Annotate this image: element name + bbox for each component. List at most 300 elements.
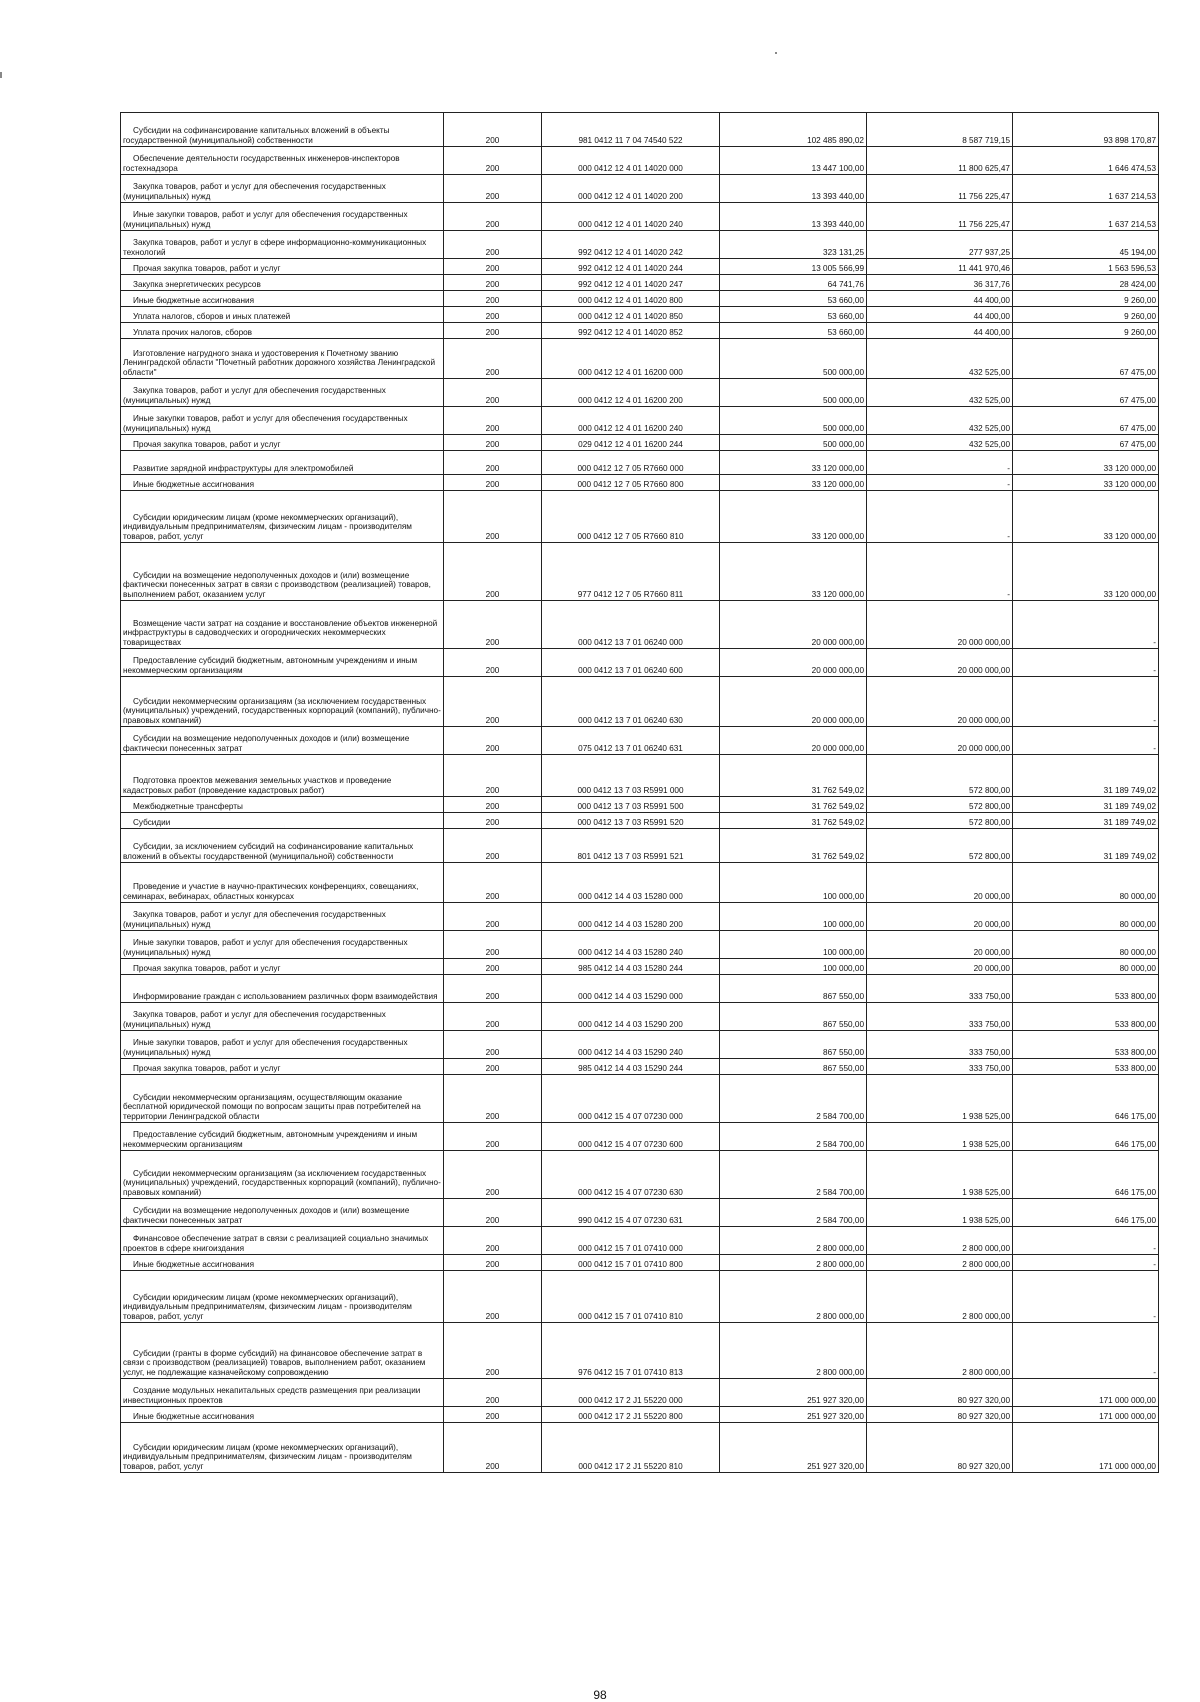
cell-name xyxy=(121,113,444,147)
cell-line: 200 xyxy=(444,931,542,959)
cell-code: 976 0412 15 7 01 07410 813 xyxy=(542,1323,720,1379)
table-row xyxy=(121,1255,1159,1271)
row-name-text: Закупка товаров, работ и услуг для обеспечения государственных (муниципальных) нужд xyxy=(123,910,386,929)
cell-line: 200 xyxy=(444,1123,542,1151)
cell-approved: 31 762 549,02 xyxy=(720,813,867,829)
table-row xyxy=(121,1227,1159,1255)
row-name-text: Закупка товаров, работ и услуг в сфере информационно-коммуникационных технологий xyxy=(123,238,427,257)
row-name-text: Иные бюджетные ассигнования xyxy=(133,479,255,489)
cell-code: 000 0412 15 7 01 07410 800 xyxy=(542,1255,720,1271)
table-row xyxy=(121,959,1159,975)
cell-remaining: 80 000,00 xyxy=(1013,863,1159,903)
table-row xyxy=(121,601,1159,649)
cell-code: 977 0412 12 7 05 R7660 811 xyxy=(542,543,720,601)
cell-name xyxy=(121,931,444,959)
cell-code: 992 0412 12 4 01 14020 247 xyxy=(542,275,720,291)
cell-remaining: - xyxy=(1013,649,1159,677)
cell-line: 200 xyxy=(444,975,542,1003)
cell-line: 200 xyxy=(444,1003,542,1031)
cell-code: 000 0412 13 7 01 06240 000 xyxy=(542,601,720,649)
row-name-text: Субсидии xyxy=(133,817,171,827)
cell-line: 200 xyxy=(444,1227,542,1255)
cell-executed: 11 756 225,47 xyxy=(867,175,1013,203)
table-row xyxy=(121,1075,1159,1123)
table-row xyxy=(121,175,1159,203)
cell-remaining: - xyxy=(1013,1255,1159,1271)
cell-code: 000 0412 15 4 07 07230 000 xyxy=(542,1075,720,1123)
cell-name xyxy=(121,1227,444,1255)
cell-executed: 333 750,00 xyxy=(867,1003,1013,1031)
cell-executed: 572 800,00 xyxy=(867,813,1013,829)
cell-name xyxy=(121,1271,444,1323)
scan-speck xyxy=(0,72,2,78)
cell-code: 000 0412 14 4 03 15280 000 xyxy=(542,863,720,903)
table-row xyxy=(121,1379,1159,1407)
cell-code: 000 0412 17 2 J1 55220 810 xyxy=(542,1423,720,1473)
cell-code: 000 0412 12 4 01 16200 000 xyxy=(542,339,720,379)
cell-code: 000 0412 13 7 03 R5991 000 xyxy=(542,755,720,797)
cell-executed: 20 000 000,00 xyxy=(867,677,1013,727)
cell-executed: 11 800 625,47 xyxy=(867,147,1013,175)
cell-approved: 31 762 549,02 xyxy=(720,829,867,863)
cell-approved: 251 927 320,00 xyxy=(720,1379,867,1407)
cell-code: 000 0412 17 2 J1 55220 000 xyxy=(542,1379,720,1407)
cell-remaining: 9 260,00 xyxy=(1013,291,1159,307)
row-name-text: Субсидии на софинансирование капитальных вложений в объекты государственной (муниципальной) собственности xyxy=(123,126,390,145)
cell-remaining: 33 120 000,00 xyxy=(1013,451,1159,475)
row-name-text: Субсидии юридическим лицам (кроме некоммерческих организаций), индивидуальным предпринимателям, физическим лицам - производителям товаров, работ, услуг xyxy=(123,1442,412,1471)
cell-remaining: 646 175,00 xyxy=(1013,1199,1159,1227)
table-row xyxy=(121,677,1159,727)
cell-approved: 2 800 000,00 xyxy=(720,1227,867,1255)
row-name-text: Иные бюджетные ассигнования xyxy=(133,1411,255,1421)
cell-name xyxy=(121,1323,444,1379)
cell-code: 000 0412 13 7 03 R5991 500 xyxy=(542,797,720,813)
cell-code: 075 0412 13 7 01 06240 631 xyxy=(542,727,720,755)
budget-execution-sheet xyxy=(120,112,1159,1473)
cell-executed: 432 525,00 xyxy=(867,435,1013,451)
row-name-text: Субсидии юридическим лицам (кроме некоммерческих организаций), индивидуальным предпринимателям, физическим лицам - производителям товаров, работ, услуг xyxy=(123,512,412,541)
cell-remaining: 67 475,00 xyxy=(1013,339,1159,379)
table-row xyxy=(121,975,1159,1003)
cell-approved: 2 584 700,00 xyxy=(720,1075,867,1123)
row-name-text: Изготовление нагрудного знака и удостоверения к Почетному званию Ленинградской области "Почетный работник дорожного хозяйства Ленинградской области" xyxy=(123,348,436,377)
cell-remaining: 80 000,00 xyxy=(1013,959,1159,975)
cell-remaining: - xyxy=(1013,1323,1159,1379)
cell-line: 200 xyxy=(444,379,542,407)
cell-line: 200 xyxy=(444,291,542,307)
table-row xyxy=(121,1323,1159,1379)
cell-executed: 20 000 000,00 xyxy=(867,601,1013,649)
cell-line: 200 xyxy=(444,1255,542,1271)
cell-approved: 867 550,00 xyxy=(720,1031,867,1059)
cell-approved: 13 393 440,00 xyxy=(720,175,867,203)
table-row xyxy=(121,451,1159,475)
cell-executed: 20 000,00 xyxy=(867,959,1013,975)
cell-approved: 2 800 000,00 xyxy=(720,1271,867,1323)
cell-approved: 2 584 700,00 xyxy=(720,1123,867,1151)
cell-code: 000 0412 13 7 01 06240 600 xyxy=(542,649,720,677)
cell-code: 000 0412 15 7 01 07410 000 xyxy=(542,1227,720,1255)
table-row xyxy=(121,1151,1159,1199)
table-row xyxy=(121,307,1159,323)
cell-line: 200 xyxy=(444,113,542,147)
cell-approved: 33 120 000,00 xyxy=(720,491,867,543)
row-name-text: Информирование граждан с использованием различных форм взаимодействия xyxy=(133,991,438,1001)
table-row xyxy=(121,1423,1159,1473)
cell-executed: 1 938 525,00 xyxy=(867,1123,1013,1151)
cell-remaining: 646 175,00 xyxy=(1013,1075,1159,1123)
page-number: 98 xyxy=(593,1688,607,1702)
cell-remaining: 1 637 214,53 xyxy=(1013,203,1159,231)
table-row xyxy=(121,113,1159,147)
cell-approved: 53 660,00 xyxy=(720,307,867,323)
table-row xyxy=(121,797,1159,813)
cell-name xyxy=(121,1255,444,1271)
cell-name xyxy=(121,339,444,379)
row-name-text: Субсидии на возмещение недополученных доходов и (или) возмещение фактически понесенных затрат xyxy=(123,734,410,753)
row-name-text: Иные закупки товаров, работ и услуг для обеспечения государственных (муниципальных) нужд xyxy=(123,414,408,433)
row-name-text: Проведение и участие в научно-практических конференциях, совещаниях, семинарах, вебинарах, областных конкурсах xyxy=(123,882,419,901)
cell-executed: 333 750,00 xyxy=(867,1059,1013,1075)
row-name-text: Подготовка проектов межевания земельных участков и проведение кадастровых работ (проведение кадастровых работ) xyxy=(123,776,392,795)
cell-remaining: 31 189 749,02 xyxy=(1013,813,1159,829)
cell-executed: 20 000,00 xyxy=(867,903,1013,931)
cell-name xyxy=(121,755,444,797)
cell-executed: 1 938 525,00 xyxy=(867,1199,1013,1227)
row-name-text: Иные бюджетные ассигнования xyxy=(133,1259,255,1269)
row-name-text: Субсидии некоммерческим организациям, осуществляющим оказание бесплатной юридической помощи по вопросам защиты прав потребителей на территории Ленинградской области xyxy=(123,1092,421,1121)
cell-approved: 102 485 890,02 xyxy=(720,113,867,147)
table-row xyxy=(121,435,1159,451)
cell-line: 200 xyxy=(444,959,542,975)
cell-line: 200 xyxy=(444,543,542,601)
row-name-text: Прочая закупка товаров, работ и услуг xyxy=(133,1063,281,1073)
cell-approved: 20 000 000,00 xyxy=(720,601,867,649)
cell-remaining: 1 637 214,53 xyxy=(1013,175,1159,203)
cell-line: 200 xyxy=(444,1031,542,1059)
budget-table xyxy=(120,112,1159,1473)
cell-executed: - xyxy=(867,491,1013,543)
table-row xyxy=(121,203,1159,231)
cell-executed: - xyxy=(867,475,1013,491)
cell-line: 200 xyxy=(444,339,542,379)
cell-code: 000 0412 14 4 03 15290 200 xyxy=(542,1003,720,1031)
row-name-text: Закупка товаров, работ и услуг для обеспечения государственных (муниципальных) нужд xyxy=(123,182,386,201)
cell-line: 200 xyxy=(444,903,542,931)
cell-executed: 432 525,00 xyxy=(867,379,1013,407)
cell-remaining: 31 189 749,02 xyxy=(1013,829,1159,863)
cell-line: 200 xyxy=(444,307,542,323)
cell-line: 200 xyxy=(444,475,542,491)
cell-approved: 100 000,00 xyxy=(720,863,867,903)
scan-speck xyxy=(775,52,777,54)
cell-line: 200 xyxy=(444,175,542,203)
cell-executed: 11 756 225,47 xyxy=(867,203,1013,231)
cell-name xyxy=(121,323,444,339)
cell-remaining: 28 424,00 xyxy=(1013,275,1159,291)
cell-name xyxy=(121,379,444,407)
cell-executed: 44 400,00 xyxy=(867,291,1013,307)
cell-name xyxy=(121,1199,444,1227)
cell-executed: 80 927 320,00 xyxy=(867,1423,1013,1473)
cell-code: 985 0412 14 4 03 15280 244 xyxy=(542,959,720,975)
cell-code: 000 0412 12 4 01 14020 800 xyxy=(542,291,720,307)
cell-line: 200 xyxy=(444,797,542,813)
row-name-text: Межбюджетные трансферты xyxy=(133,801,243,811)
cell-executed: - xyxy=(867,451,1013,475)
cell-approved: 500 000,00 xyxy=(720,407,867,435)
cell-remaining: 171 000 000,00 xyxy=(1013,1407,1159,1423)
row-name-text: Финансовое обеспечение затрат в связи с реализацией социально значимых проектов в сфере книгоиздания xyxy=(123,1234,429,1253)
table-row xyxy=(121,727,1159,755)
cell-remaining: 646 175,00 xyxy=(1013,1123,1159,1151)
cell-line: 200 xyxy=(444,451,542,475)
table-row xyxy=(121,813,1159,829)
cell-name xyxy=(121,727,444,755)
cell-executed: 44 400,00 xyxy=(867,323,1013,339)
row-name-text: Прочая закупка товаров, работ и услуг xyxy=(133,263,281,273)
cell-code: 992 0412 12 4 01 14020 242 xyxy=(542,231,720,259)
cell-line: 200 xyxy=(444,829,542,863)
cell-code: 992 0412 12 4 01 14020 852 xyxy=(542,323,720,339)
cell-line: 200 xyxy=(444,863,542,903)
cell-remaining: 533 800,00 xyxy=(1013,1059,1159,1075)
cell-name xyxy=(121,677,444,727)
cell-approved: 20 000 000,00 xyxy=(720,677,867,727)
table-row xyxy=(121,491,1159,543)
row-name-text: Закупка энергетических ресурсов xyxy=(133,279,261,289)
cell-code: 000 0412 12 7 05 R7660 810 xyxy=(542,491,720,543)
cell-remaining: 171 000 000,00 xyxy=(1013,1423,1159,1473)
row-name-text: Субсидии на возмещение недополученных доходов и (или) возмещение фактически понесенных затрат в связи с производством (реализацией) товаров, выполнением работ, оказанием услуг xyxy=(123,570,431,599)
table-row xyxy=(121,1003,1159,1031)
cell-approved: 500 000,00 xyxy=(720,339,867,379)
cell-name xyxy=(121,491,444,543)
row-name-text: Закупка товаров, работ и услуг для обеспечения государственных (муниципальных) нужд xyxy=(123,386,386,405)
cell-name xyxy=(121,1003,444,1031)
table-row xyxy=(121,543,1159,601)
table-row xyxy=(121,291,1159,307)
cell-remaining: 93 898 170,87 xyxy=(1013,113,1159,147)
cell-approved: 100 000,00 xyxy=(720,959,867,975)
cell-approved: 33 120 000,00 xyxy=(720,451,867,475)
row-name-text: Предоставление субсидий бюджетным, автономным учреждениям и иным некоммерческим организациям xyxy=(123,656,418,675)
cell-code: 000 0412 12 4 01 14020 200 xyxy=(542,175,720,203)
cell-approved: 53 660,00 xyxy=(720,291,867,307)
table-row xyxy=(121,931,1159,959)
cell-remaining: 80 000,00 xyxy=(1013,903,1159,931)
cell-code: 000 0412 12 4 01 16200 240 xyxy=(542,407,720,435)
cell-code: 000 0412 15 7 01 07410 810 xyxy=(542,1271,720,1323)
cell-name xyxy=(121,175,444,203)
table-row xyxy=(121,231,1159,259)
cell-executed: 20 000,00 xyxy=(867,863,1013,903)
cell-remaining: 533 800,00 xyxy=(1013,1003,1159,1031)
row-name-text: Субсидии на возмещение недополученных доходов и (или) возмещение фактически понесенных затрат xyxy=(123,1206,410,1225)
cell-code: 990 0412 15 4 07 07230 631 xyxy=(542,1199,720,1227)
cell-name xyxy=(121,259,444,275)
cell-executed: 2 800 000,00 xyxy=(867,1227,1013,1255)
row-name-text: Прочая закупка товаров, работ и услуг xyxy=(133,439,281,449)
cell-approved: 100 000,00 xyxy=(720,903,867,931)
cell-remaining: 67 475,00 xyxy=(1013,407,1159,435)
cell-executed: 277 937,25 xyxy=(867,231,1013,259)
cell-executed: 572 800,00 xyxy=(867,755,1013,797)
row-name-text: Уплата прочих налогов, сборов xyxy=(133,327,253,337)
table-row xyxy=(121,863,1159,903)
cell-approved: 867 550,00 xyxy=(720,1003,867,1031)
cell-approved: 20 000 000,00 xyxy=(720,649,867,677)
cell-remaining: 1 646 474,53 xyxy=(1013,147,1159,175)
cell-remaining: 31 189 749,02 xyxy=(1013,755,1159,797)
cell-name xyxy=(121,475,444,491)
cell-name xyxy=(121,1059,444,1075)
cell-executed: 333 750,00 xyxy=(867,1031,1013,1059)
cell-executed: 2 800 000,00 xyxy=(867,1255,1013,1271)
row-name-text: Закупка товаров, работ и услуг для обеспечения государственных (муниципальных) нужд xyxy=(123,1010,386,1029)
row-name-text: Предоставление субсидий бюджетным, автономным учреждениям и иным некоммерческим организациям xyxy=(123,1130,418,1149)
cell-remaining: - xyxy=(1013,1227,1159,1255)
table-row xyxy=(121,407,1159,435)
table-row xyxy=(121,903,1159,931)
cell-line: 200 xyxy=(444,727,542,755)
row-name-text: Иные закупки товаров, работ и услуг для обеспечения государственных (муниципальных) нужд xyxy=(123,210,408,229)
cell-approved: 64 741,76 xyxy=(720,275,867,291)
cell-code: 000 0412 12 7 05 R7660 800 xyxy=(542,475,720,491)
cell-line: 200 xyxy=(444,1059,542,1075)
table-row xyxy=(121,379,1159,407)
table-row xyxy=(121,1271,1159,1323)
cell-approved: 53 660,00 xyxy=(720,323,867,339)
cell-line: 200 xyxy=(444,1075,542,1123)
cell-name xyxy=(121,601,444,649)
cell-approved: 2 800 000,00 xyxy=(720,1323,867,1379)
cell-executed: 80 927 320,00 xyxy=(867,1407,1013,1423)
cell-approved: 13 447 100,00 xyxy=(720,147,867,175)
cell-approved: 31 762 549,02 xyxy=(720,755,867,797)
cell-remaining: 67 475,00 xyxy=(1013,435,1159,451)
cell-code: 000 0412 15 4 07 07230 630 xyxy=(542,1151,720,1199)
cell-remaining: - xyxy=(1013,677,1159,727)
cell-line: 200 xyxy=(444,813,542,829)
cell-approved: 20 000 000,00 xyxy=(720,727,867,755)
cell-line: 200 xyxy=(444,1323,542,1379)
table-row xyxy=(121,829,1159,863)
table-row xyxy=(121,275,1159,291)
cell-code: 000 0412 13 7 03 R5991 520 xyxy=(542,813,720,829)
table-row xyxy=(121,755,1159,797)
cell-name xyxy=(121,451,444,475)
cell-approved: 33 120 000,00 xyxy=(720,543,867,601)
cell-executed: 432 525,00 xyxy=(867,407,1013,435)
table-row xyxy=(121,339,1159,379)
cell-remaining: 33 120 000,00 xyxy=(1013,475,1159,491)
cell-approved: 323 131,25 xyxy=(720,231,867,259)
cell-code: 000 0412 13 7 01 06240 630 xyxy=(542,677,720,727)
budget-table-body xyxy=(121,113,1159,1473)
cell-approved: 31 762 549,02 xyxy=(720,797,867,813)
row-name-text: Иные закупки товаров, работ и услуг для обеспечения государственных (муниципальных) нужд xyxy=(123,1038,408,1057)
cell-code: 000 0412 15 4 07 07230 600 xyxy=(542,1123,720,1151)
cell-executed: 1 938 525,00 xyxy=(867,1075,1013,1123)
cell-line: 200 xyxy=(444,1379,542,1407)
table-row xyxy=(121,1031,1159,1059)
cell-executed: 2 800 000,00 xyxy=(867,1271,1013,1323)
cell-remaining: 9 260,00 xyxy=(1013,307,1159,323)
row-name-text: Субсидии некоммерческим организациям (за исключением государственных (муниципальных) учреждений, государственных корпораций (компаний), публично-правовых компаний) xyxy=(123,696,441,725)
cell-name xyxy=(121,307,444,323)
cell-executed: 44 400,00 xyxy=(867,307,1013,323)
cell-name xyxy=(121,903,444,931)
cell-line: 200 xyxy=(444,649,542,677)
row-name-text: Обеспечение деятельности государственных инженеров-инспекторов гостехнадзора xyxy=(123,154,400,173)
table-row xyxy=(121,323,1159,339)
cell-name xyxy=(121,275,444,291)
cell-remaining: 646 175,00 xyxy=(1013,1151,1159,1199)
cell-remaining: 171 000 000,00 xyxy=(1013,1379,1159,1407)
cell-code: 000 0412 17 2 J1 55220 800 xyxy=(542,1407,720,1423)
cell-code: 000 0412 14 4 03 15280 240 xyxy=(542,931,720,959)
cell-line: 200 xyxy=(444,677,542,727)
cell-name xyxy=(121,147,444,175)
cell-name xyxy=(121,959,444,975)
cell-executed: 36 317,76 xyxy=(867,275,1013,291)
cell-approved: 500 000,00 xyxy=(720,379,867,407)
cell-name xyxy=(121,649,444,677)
row-name-text: Субсидии (гранты в форме субсидий) на финансовое обеспечение затрат в связи с производством (реализацией) товаров, выполнением работ, оказанием услуг, не подлежащие казначейскому сопровождению xyxy=(123,1348,426,1377)
cell-approved: 13 005 566,99 xyxy=(720,259,867,275)
cell-line: 200 xyxy=(444,1423,542,1473)
cell-executed: 20 000 000,00 xyxy=(867,649,1013,677)
cell-approved: 867 550,00 xyxy=(720,1059,867,1075)
row-name-text: Уплата налогов, сборов и иных платежей xyxy=(133,311,291,321)
cell-remaining: 533 800,00 xyxy=(1013,1031,1159,1059)
cell-executed: 80 927 320,00 xyxy=(867,1379,1013,1407)
table-row xyxy=(121,1059,1159,1075)
cell-remaining: 33 120 000,00 xyxy=(1013,491,1159,543)
cell-executed: 572 800,00 xyxy=(867,829,1013,863)
cell-line: 200 xyxy=(444,407,542,435)
table-row xyxy=(121,475,1159,491)
cell-line: 200 xyxy=(444,275,542,291)
cell-name xyxy=(121,1379,444,1407)
table-row xyxy=(121,1407,1159,1423)
cell-code: 985 0412 14 4 03 15290 244 xyxy=(542,1059,720,1075)
cell-name xyxy=(121,203,444,231)
table-row xyxy=(121,1199,1159,1227)
cell-name xyxy=(121,1075,444,1123)
cell-approved: 500 000,00 xyxy=(720,435,867,451)
cell-name xyxy=(121,407,444,435)
cell-line: 200 xyxy=(444,259,542,275)
cell-executed: 20 000,00 xyxy=(867,931,1013,959)
row-name-text: Развитие зарядной инфраструктуры для электромобилей xyxy=(133,463,354,473)
cell-code: 000 0412 14 4 03 15290 000 xyxy=(542,975,720,1003)
table-row xyxy=(121,147,1159,175)
cell-line: 200 xyxy=(444,435,542,451)
cell-remaining: - xyxy=(1013,601,1159,649)
cell-line: 200 xyxy=(444,231,542,259)
cell-name xyxy=(121,863,444,903)
cell-name xyxy=(121,829,444,863)
cell-line: 200 xyxy=(444,147,542,175)
cell-line: 200 xyxy=(444,601,542,649)
row-name-text: Субсидии юридическим лицам (кроме некоммерческих организаций), индивидуальным предпринимателям, физическим лицам - производителям товаров, работ, услуг xyxy=(123,1292,412,1321)
cell-approved: 251 927 320,00 xyxy=(720,1423,867,1473)
cell-executed: 8 587 719,15 xyxy=(867,113,1013,147)
cell-remaining: 80 000,00 xyxy=(1013,931,1159,959)
